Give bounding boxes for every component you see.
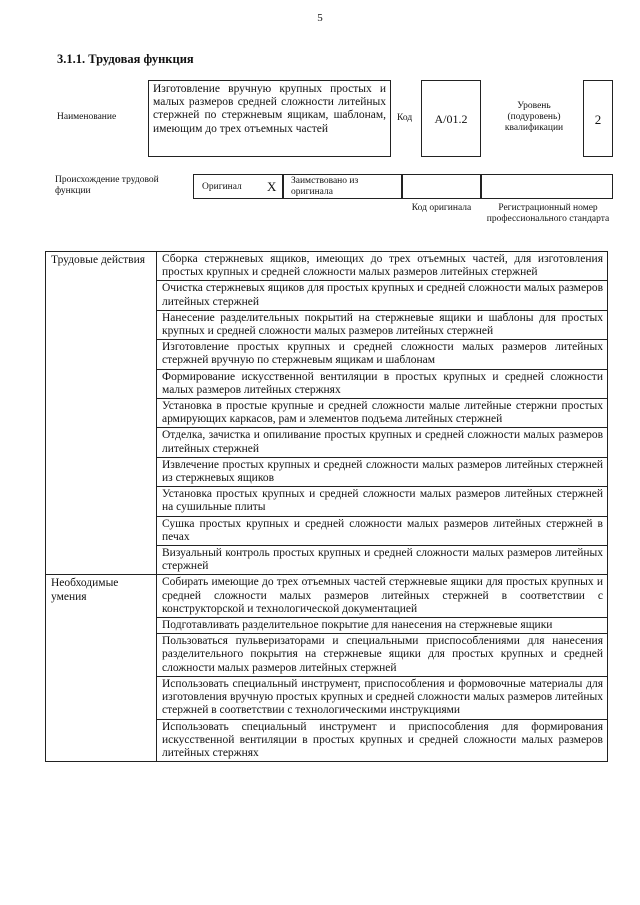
original-mark: X (267, 179, 277, 194)
section-item: Очистка стержневых ящиков для простых крупных и средней сложности малых размеров литейных стержней (157, 281, 608, 310)
section-item: Собирать имеющие до трех отъемных частей стержневые ящики для простых крупных и средней сложности малых размеров литейных стержней в соответствии с конструкторской и технологической документацией (157, 575, 608, 618)
section-item: Подготавливать разделительное покрытие для нанесения на стержневые ящики (157, 618, 608, 634)
code-box (421, 80, 481, 157)
section-item: Использовать специальный инструмент и приспособления для формирования искусственной вентиляции в простых крупных и средней сложности малых размеров литейных стержнях (157, 719, 608, 762)
section-item: Пользоваться пульверизаторами и специальными приспособлениями для нанесения разделительного покрытия на стержневые ящики для простых крупных и средней сложности малых размеров литейных стержней (157, 634, 608, 677)
section-item: Извлечение простых крупных и средней сложности малых размеров литейных стержней из стержневых ящиков (157, 457, 608, 486)
origin-label: Происхождение трудовой функции (55, 175, 159, 196)
code-value: А/01.2 (434, 112, 468, 126)
code-original-caption: Код оригинала (411, 203, 472, 213)
function-name-text: Изготовление вручную крупных простых и малых размеров средней сложности литейных стержней по стержневым ящикам, шаблонам, имеющим до трех отъемных частей (153, 83, 386, 135)
original-label: Оригинал (202, 182, 242, 192)
borrowed-label: Заимствовано из оригинала (291, 176, 359, 197)
function-name-box (148, 80, 391, 157)
section-item: Использовать специальный инструмент, приспособления и формовочные материалы для изготовления вручную простых крупных и средней сложности малых размеров литейных стержней в соответствии с технологическими инструкциями (157, 676, 608, 719)
level-label: Уровень (подуровень) квалификации (504, 101, 564, 133)
table-row (46, 252, 608, 281)
section-label: Необходимые умения (46, 575, 157, 762)
section-item: Сушка простых крупных и средней сложности малых размеров литейных стержней в печах (157, 516, 608, 545)
code-label: Код (397, 113, 413, 123)
page-number: 5 (317, 12, 323, 24)
section-item: Сборка стержневых ящиков, имеющих до трех отъемных частей, для изготовления простых крупных и средней сложности малых размеров литейных стержней (157, 252, 608, 281)
reg-number-caption: Регистрационный номер профессионального стандарта (486, 203, 610, 224)
original-cell (193, 174, 283, 199)
section-item: Нанесение разделительных покрытий на стержневые ящики и шаблоны для простых крупных и средней сложности малых размеров литейных стержней (157, 310, 608, 339)
level-value: 2 (594, 112, 602, 127)
reg-number-cell (481, 174, 613, 199)
section-title: 3.1.1. Трудовая функция (57, 52, 194, 66)
function-details-table (45, 251, 608, 762)
section-item: Установка простых крупных и средней сложности малых размеров литейных стержней на сушильные плиты (157, 487, 608, 516)
section-item: Изготовление простых крупных и средней сложности малых размеров литейных стержней вручную по стержневым ящикам и шаблонам (157, 340, 608, 369)
code-original-cell (402, 174, 481, 199)
table-row (46, 575, 608, 618)
section-item: Визуальный контроль простых крупных и средней сложности малых размеров литейных стержней (157, 546, 608, 575)
section-item: Формирование искусственной вентиляции в простых крупных и средней сложности малых размеров литейных стержнях (157, 369, 608, 398)
level-box (583, 80, 613, 157)
name-label: Наименование (57, 112, 117, 122)
section-item: Отделка, зачистка и опиливание простых крупных и средней сложности малых размеров литейных стержней (157, 428, 608, 457)
section-item: Установка в простые крупные и средней сложности малые литейные стержни простых армирующих каркасов, рам и элементов подъема литейных стержней (157, 399, 608, 428)
borrowed-cell (283, 174, 402, 199)
section-label: Трудовые действия (46, 252, 157, 575)
